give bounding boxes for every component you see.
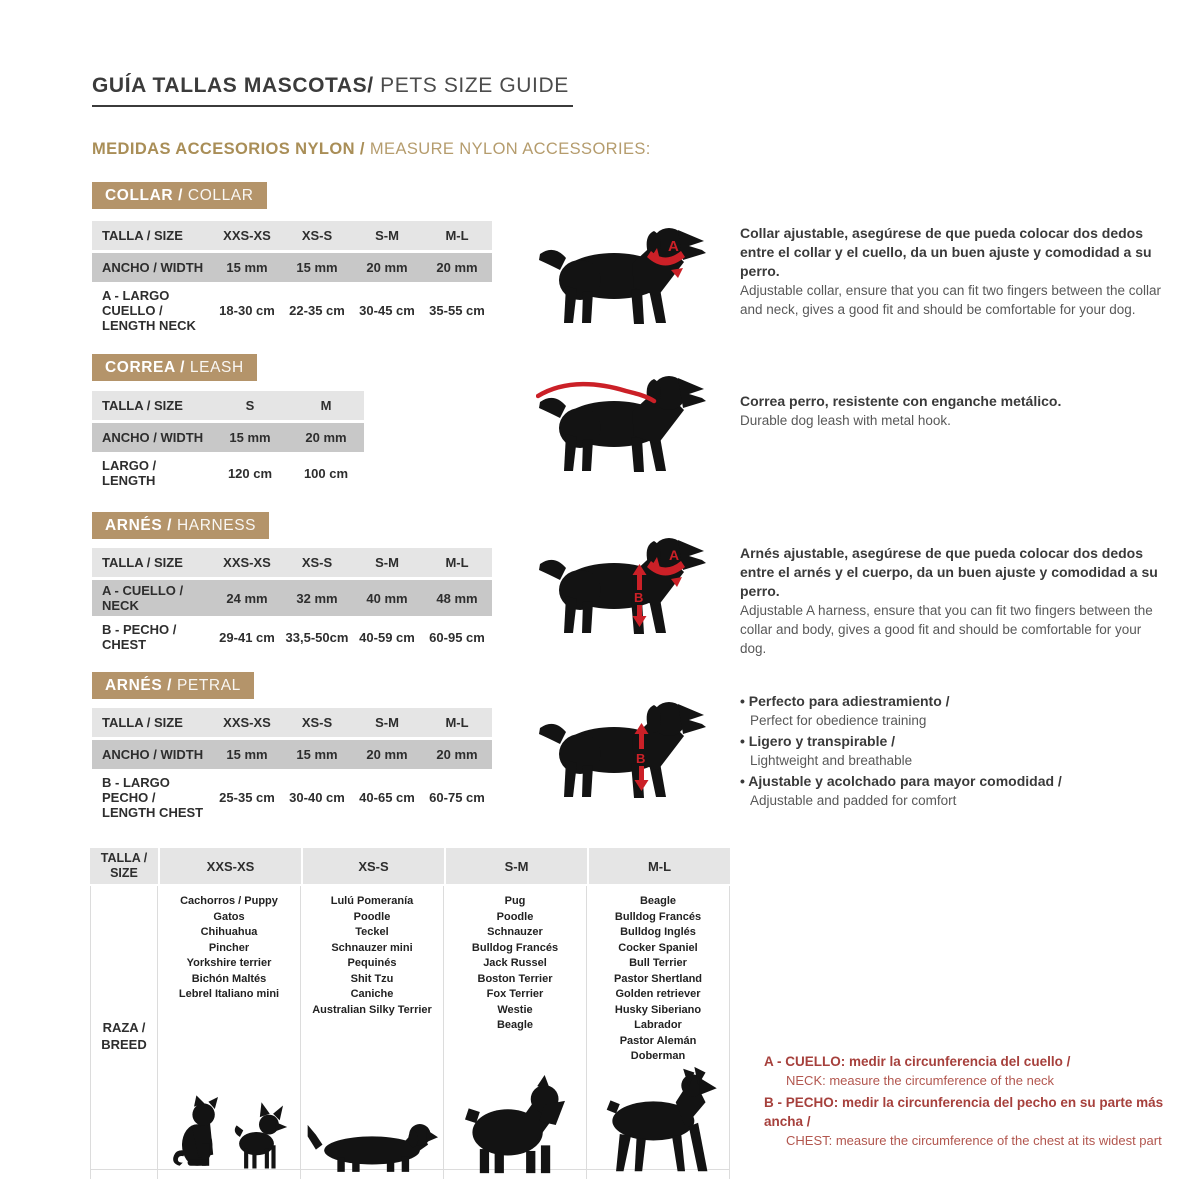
leash-length-label: LARGO / LENGTH: [102, 458, 157, 488]
breed-list-xs-s: [301, 894, 443, 1018]
collar-badge-es: COLLAR /: [105, 187, 188, 204]
breed-item: Caniche: [350, 988, 394, 1000]
petral-badge-en: PETRAL: [176, 677, 241, 694]
breed-item: Gatos: [213, 910, 245, 923]
harness-badge-en: HARNESS: [176, 517, 257, 534]
harness-chest-row: [92, 619, 492, 655]
breed-item: Schnauzer mini: [331, 941, 413, 954]
breed-list-m-l: [587, 894, 729, 1065]
harness-table-header-row: [92, 548, 492, 577]
breed-column-s-m: [444, 886, 587, 1179]
leash-width-value: 15 mm: [229, 430, 271, 445]
collar-width-value: 15 mm: [226, 260, 268, 275]
harness-neck-value: 48 mm: [436, 590, 478, 606]
harness-section-badge: [92, 512, 269, 539]
breed-silhouettes-m-l: [587, 1065, 729, 1179]
leash-dog-figure: [536, 366, 708, 474]
petral-size-table: [92, 708, 492, 826]
breed-item: Pastor Alemán: [619, 1034, 697, 1047]
breed-item: Poodle: [353, 910, 391, 923]
leash-header-m: M: [320, 398, 332, 413]
breed-item: Husky Siberiano: [614, 1003, 702, 1016]
harness-desc-es: Arnés ajustable, asegúrese de que pueda colocar dos dedos entre el arnés y el cuerpo, da un buen ajuste y comodidad a su perro.: [740, 545, 1158, 599]
petral-bullet-es: • Ligero y transpirable /: [740, 732, 1164, 751]
petral-length-value: 25-35 cm: [219, 790, 275, 805]
leash-width-value: 20 mm: [305, 430, 347, 445]
chihuahua-silhouette-icon: [230, 1099, 288, 1175]
note-a-es: A - CUELLO: medir la circunferencia del cuello /: [764, 1054, 1071, 1069]
collar-desc-en: Adjustable collar, ensure that you can fit two fingers between the collar and neck, gives a good fit and should be comfortable for your dog.: [740, 283, 1161, 317]
harness-size-table: [92, 548, 492, 658]
breed-row-label-en: BREED: [101, 1037, 147, 1053]
schnauzer-silhouette-icon: [459, 1075, 571, 1175]
petral-section-badge: [92, 672, 254, 699]
petral-header-m-l: M-L: [445, 715, 469, 730]
breed-item: Golden retriever: [615, 988, 701, 1000]
breed-size-table: [90, 848, 730, 1170]
petral-bullet-en: Lightweight and breathable: [750, 753, 913, 768]
petral-feature-list: [740, 692, 1164, 812]
collar-neck-length-row: [92, 285, 492, 336]
dog-silhouette-harness-icon: [536, 528, 708, 636]
breed-item: Beagle: [496, 1019, 534, 1031]
page-title: [92, 74, 573, 107]
page-subtitle: [92, 140, 651, 159]
leash-length-value: 100 cm: [303, 465, 349, 481]
breed-item: Bulldog Francés: [614, 910, 702, 923]
breed-header-size: TALLA / SIZE: [100, 851, 148, 880]
breed-list-xxs-xs: [158, 894, 300, 1003]
cat-silhouette-icon: [170, 1091, 226, 1175]
collar-width-label: ANCHO / WIDTH: [102, 260, 204, 275]
breed-header-xxs-xs: XXS-XS: [158, 848, 301, 884]
harness-marking-b-label: B: [634, 590, 644, 605]
note-b-en: CHEST: measure the circumference of the chest at its widest part: [786, 1133, 1162, 1148]
collar-length-label: A - LARGO CUELLO / LENGTH NECK: [102, 288, 196, 333]
breed-item: Labrador: [634, 1019, 682, 1031]
petral-bullet-es: • Perfecto para adiestramiento /: [740, 692, 1164, 711]
breed-item: Pug: [504, 895, 526, 907]
harness-header-size: TALLA / SIZE: [102, 555, 183, 570]
harness-header-xxs-xs: XXS-XS: [223, 555, 271, 570]
collar-header-s-m: S-M: [375, 228, 399, 243]
leash-description: [740, 392, 1164, 430]
breed-item: Doberman: [630, 1050, 686, 1062]
breed-item: Pequinés: [347, 957, 397, 969]
breed-item: Yorkshire terrier: [186, 957, 272, 969]
collar-header-xxs-xs: XXS-XS: [223, 228, 271, 243]
petral-length-label: B - LARGO PECHO / LENGTH CHEST: [102, 775, 204, 820]
page-subtitle-es: MEDIDAS ACCESORIOS NYLON /: [92, 140, 370, 158]
harness-dog-figure: [536, 528, 708, 636]
harness-header-xs-s: XS-S: [301, 555, 333, 570]
harness-badge-es: ARNÉS /: [105, 517, 177, 534]
breed-silhouettes-xxs-xs: [158, 1091, 300, 1179]
petral-width-value: 15 mm: [226, 747, 268, 762]
petral-bullet-es: • Ajustable y acolchado para mayor comodidad /: [740, 772, 1164, 791]
dog-silhouette-petral-icon: [536, 692, 708, 800]
collar-width-value: 20 mm: [366, 260, 408, 275]
breed-column-m-l: [587, 886, 730, 1179]
collar-desc-es: Collar ajustable, asegúrese de que pueda colocar dos dedos entre el collar y el cuello, da un buen ajuste y comodidad a su perro.: [740, 225, 1152, 279]
breed-silhouettes-s-m: [444, 1075, 586, 1179]
breed-column-xxs-xs: [158, 886, 301, 1179]
breed-item: Poodle: [496, 910, 534, 923]
petral-width-row: [92, 740, 492, 769]
collar-length-value: 35-55 cm: [429, 303, 485, 318]
petral-header-xs-s: XS-S: [301, 715, 333, 730]
breed-item: Bulldog Inglés: [620, 926, 696, 938]
leash-length-row: [92, 455, 364, 491]
breed-header-m-l: M-L: [587, 848, 730, 884]
petral-length-value: 40-65 cm: [359, 790, 415, 805]
breed-item: Lulú Pomeranía: [330, 895, 414, 907]
collar-description: [740, 224, 1164, 319]
collar-width-row: [92, 253, 492, 282]
breed-header-xs-s: XS-S: [301, 848, 444, 884]
dog-silhouette-collar-icon: [536, 218, 708, 326]
breed-item: Cocker Spaniel: [618, 941, 698, 954]
collar-section-badge: [92, 182, 267, 209]
petral-dog-figure: [536, 692, 708, 800]
breed-item: Shit Tzu: [350, 972, 394, 985]
note-b-es: B - PECHO: medir la circunferencia del pecho en su parte más ancha /: [764, 1095, 1164, 1129]
petral-width-value: 20 mm: [366, 747, 408, 762]
leash-badge-en: LEASH: [189, 359, 244, 376]
leash-header-s: S: [245, 398, 255, 413]
page-title-en: PETS SIZE GUIDE: [373, 74, 569, 97]
leash-desc-es: Correa perro, resistente con enganche metálico.: [740, 393, 1062, 409]
harness-neck-value: 32 mm: [296, 590, 338, 606]
leash-width-label: ANCHO / WIDTH: [102, 430, 204, 445]
leash-width-row: [92, 423, 364, 452]
breed-item: Chihuahua: [200, 926, 258, 938]
petral-table-header-row: [92, 708, 492, 737]
breed-item: Westie: [497, 1003, 533, 1016]
breed-item: Beagle: [639, 895, 677, 907]
leash-badge-es: CORREA /: [105, 359, 190, 376]
leash-table-header-row: [92, 391, 364, 420]
doberman-silhouette-icon: [597, 1065, 719, 1175]
harness-header-m-l: M-L: [445, 555, 469, 570]
collar-width-value: 20 mm: [436, 260, 478, 275]
breed-column-xs-s: [301, 886, 444, 1179]
page-subtitle-en: MEASURE NYLON ACCESSORIES:: [369, 140, 651, 158]
petral-width-value: 20 mm: [436, 747, 478, 762]
harness-description: [740, 544, 1164, 658]
dog-silhouette-leash-icon: [536, 366, 708, 474]
petral-header-s-m: S-M: [375, 715, 399, 730]
leash-size-table: [92, 391, 364, 494]
collar-marking-a-label: A: [668, 238, 679, 255]
collar-header-xs-s: XS-S: [301, 228, 333, 243]
harness-chest-value: 60-95 cm: [429, 629, 485, 645]
note-a-en: NECK: measure the circumference of the neck: [786, 1073, 1055, 1088]
harness-neck-value: 24 mm: [226, 590, 268, 606]
petral-marking-b-label: B: [636, 751, 646, 766]
collar-badge-en: COLLAR: [187, 187, 254, 204]
petral-width-value: 15 mm: [296, 747, 338, 762]
breed-item: Boston Terrier: [477, 972, 553, 985]
page-title-es: GUÍA TALLAS MASCOTAS/: [92, 74, 374, 97]
petral-chest-length-row: [92, 772, 492, 823]
collar-length-value: 22-35 cm: [289, 303, 345, 318]
harness-marking-a-label: A: [669, 547, 680, 563]
breed-table-header-row: [90, 848, 730, 884]
breed-table-body-row: [90, 886, 730, 1170]
leash-header-size: TALLA / SIZE: [102, 398, 183, 413]
collar-width-value: 15 mm: [296, 260, 338, 275]
harness-chest-value: 40-59 cm: [359, 629, 415, 645]
breed-list-s-m: [444, 894, 586, 1034]
breed-item: Fox Terrier: [486, 988, 544, 1000]
breed-silhouettes-xs-s: [301, 1111, 443, 1179]
breed-row-label-cell: [90, 886, 158, 1179]
collar-dog-figure: [536, 218, 708, 326]
breed-row-label-es: RAZA /: [102, 1020, 146, 1036]
leash-desc-en: Durable dog leash with metal hook.: [740, 413, 951, 428]
leash-section-badge: [92, 354, 257, 381]
harness-chest-value: 33,5-50cm: [285, 629, 349, 645]
breed-item: Bulldog Francés: [471, 941, 559, 954]
harness-neck-label: A - CUELLO / NECK: [102, 583, 184, 613]
petral-header-xxs-xs: XXS-XS: [223, 715, 271, 730]
breed-item: Australian Silky Terrier: [312, 1003, 432, 1016]
harness-header-s-m: S-M: [375, 555, 399, 570]
collar-header-m-l: M-L: [445, 228, 469, 243]
breed-item: Pastor Shertland: [613, 972, 703, 985]
petral-length-value: 60-75 cm: [429, 790, 485, 805]
breed-item: Bull Terrier: [629, 957, 687, 969]
collar-table-header-row: [92, 221, 492, 250]
harness-neck-value: 40 mm: [366, 590, 408, 606]
dachshund-silhouette-icon: [306, 1111, 438, 1175]
petral-header-size: TALLA / SIZE: [102, 715, 183, 730]
breed-item: Pincher: [208, 941, 250, 954]
collar-size-table: [92, 221, 492, 339]
collar-length-value: 30-45 cm: [359, 303, 415, 318]
petral-length-value: 30-40 cm: [289, 790, 345, 805]
breed-item: Lebrel Italiano mini: [178, 988, 280, 1000]
leash-length-value: 120 cm: [227, 465, 273, 481]
harness-chest-value: 29-41 cm: [219, 629, 275, 645]
harness-chest-label: B - PECHO / CHEST: [102, 622, 177, 652]
breed-item: Schnauzer: [487, 926, 543, 938]
petral-badge-es: ARNÉS /: [105, 677, 177, 694]
breed-item: Jack Russel: [483, 957, 547, 969]
collar-header-size: TALLA / SIZE: [102, 228, 183, 243]
breed-item: Teckel: [355, 926, 389, 938]
petral-width-label: ANCHO / WIDTH: [102, 747, 204, 762]
measuring-notes: [764, 1050, 1194, 1153]
breed-item: Bichón Maltés: [191, 972, 267, 985]
petral-bullet-en: Perfect for obedience training: [750, 713, 927, 728]
collar-length-value: 18-30 cm: [219, 303, 275, 318]
harness-neck-row: [92, 580, 492, 616]
breed-header-s-m: S-M: [444, 848, 587, 884]
petral-bullet-en: Adjustable and padded for comfort: [750, 793, 957, 808]
breed-item: Cachorros / Puppy: [180, 895, 278, 907]
harness-desc-en: Adjustable A harness, ensure that you can fit two fingers between the collar and body, gives a good fit and should be comfortable for your dog.: [740, 603, 1153, 656]
